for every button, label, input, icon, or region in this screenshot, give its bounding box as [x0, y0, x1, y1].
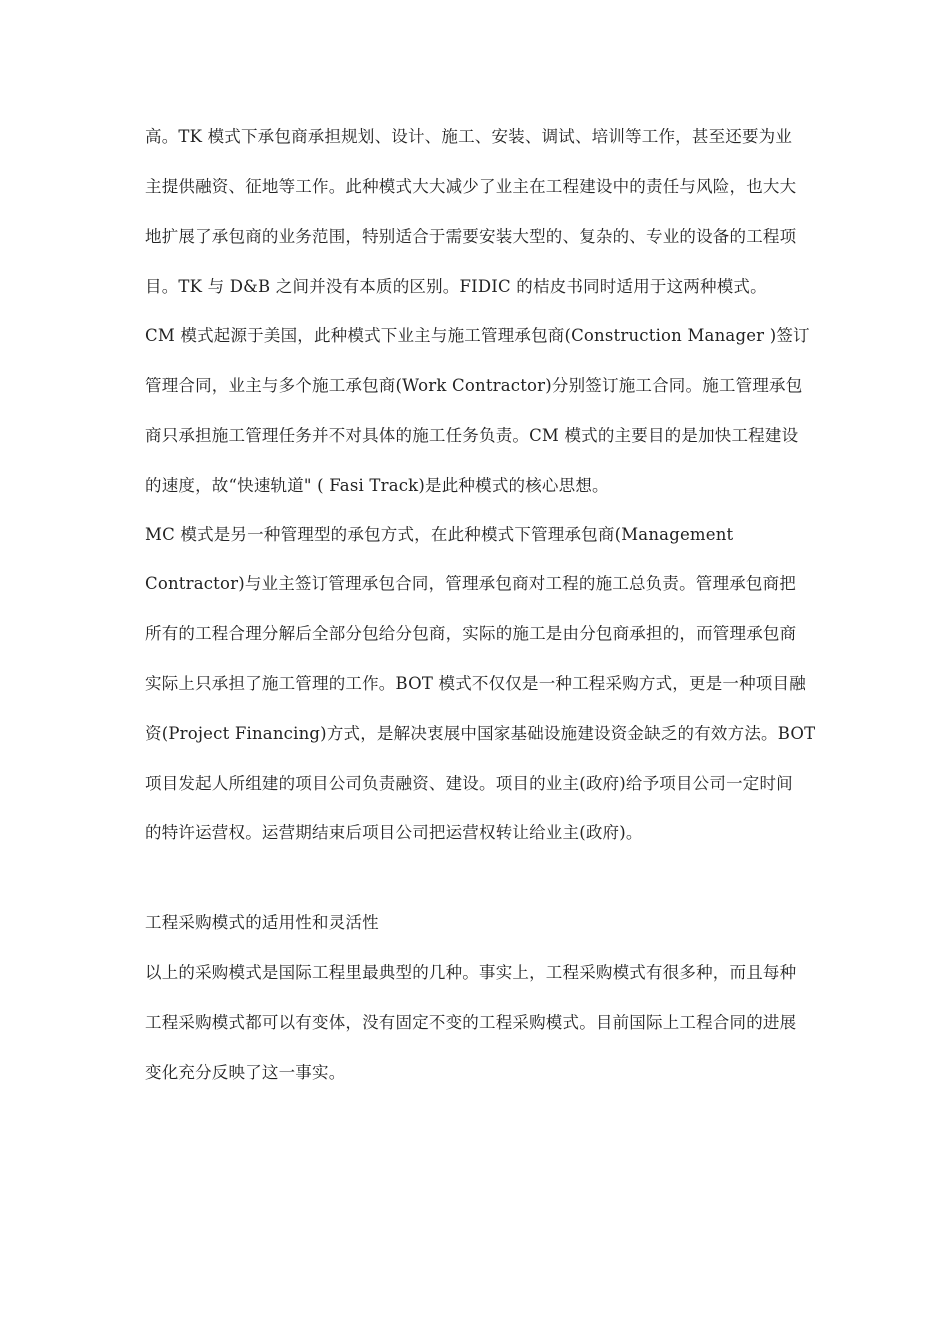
section-heading: 工程采购模式的适用性和灵活性: [145, 913, 379, 932]
text-line: CM 模式起源于美国，此种模式下业主与施工管理承包商(Construction Manager )签订: [145, 326, 810, 345]
text-line: 资(Project Financing)方式，是解决衷展中国家基础设施建设资金缺乏的有效方法。BOT: [145, 724, 816, 743]
text-line: 管理合同，业主与多个施工承包商(Work Contractor)分别签订施工合同。施工管理承包: [145, 376, 803, 395]
text-line: 变化充分反映了这一事实。: [145, 1063, 346, 1082]
text-line: 项目发起人所组建的项目公司负责融资、建设。项目的业主(政府)给予项目公司一定时间: [145, 774, 793, 793]
text-line: MC 模式是另一种管理型的承包方式，在此种模式下管理承包商(Management: [145, 525, 734, 544]
text-line: 的速度，故“快速轨道" ( Fasi Track)是此种模式的核心思想。: [145, 476, 609, 495]
text-line: Contractor)与业主签订管理承包合同，管理承包商对工程的施工总负责。管理承包商把: [145, 574, 796, 593]
text-line: 所有的工程合理分解后全部分包给分包商，实际的施工是由分包商承担的，而管理承包商: [145, 624, 797, 643]
text-line: 的特许运营权。运营期结束后项目公司把运营权转让给业主(政府)。: [145, 823, 643, 842]
text-line: 以上的采购模式是国际工程里最典型的几种。事实上，工程采购模式有很多种，而且每种: [145, 963, 797, 982]
text-line: 实际上只承担了施工管理的工作。BOT 模式不仅仅是一种工程采购方式，更是一种项目融: [145, 674, 806, 693]
text-line: 目。TK 与 D&B 之间并没有本质的区别。FIDIC 的桔皮书同时适用于这两种模式。: [145, 277, 767, 296]
text-line: 主提供融资、征地等工作。此种模式大大减少了业主在工程建设中的责任与风险，也大大: [145, 177, 797, 196]
text-line: 商只承担施工管理任务并不对具体的施工任务负责。CM 模式的主要目的是加快工程建设: [145, 426, 799, 445]
text-line: 高。TK 模式下承包商承担规划、设计、施工、安装、调试、培训等工作，甚至还要为业: [145, 127, 793, 146]
text-line: 地扩展了承包商的业务范围，特别适合于需要安装大型的、复杂的、专业的设备的工程项: [145, 227, 797, 246]
text-line: 工程采购模式都可以有变体，没有固定不变的工程采购模式。目前国际上工程合同的进展: [145, 1013, 797, 1032]
